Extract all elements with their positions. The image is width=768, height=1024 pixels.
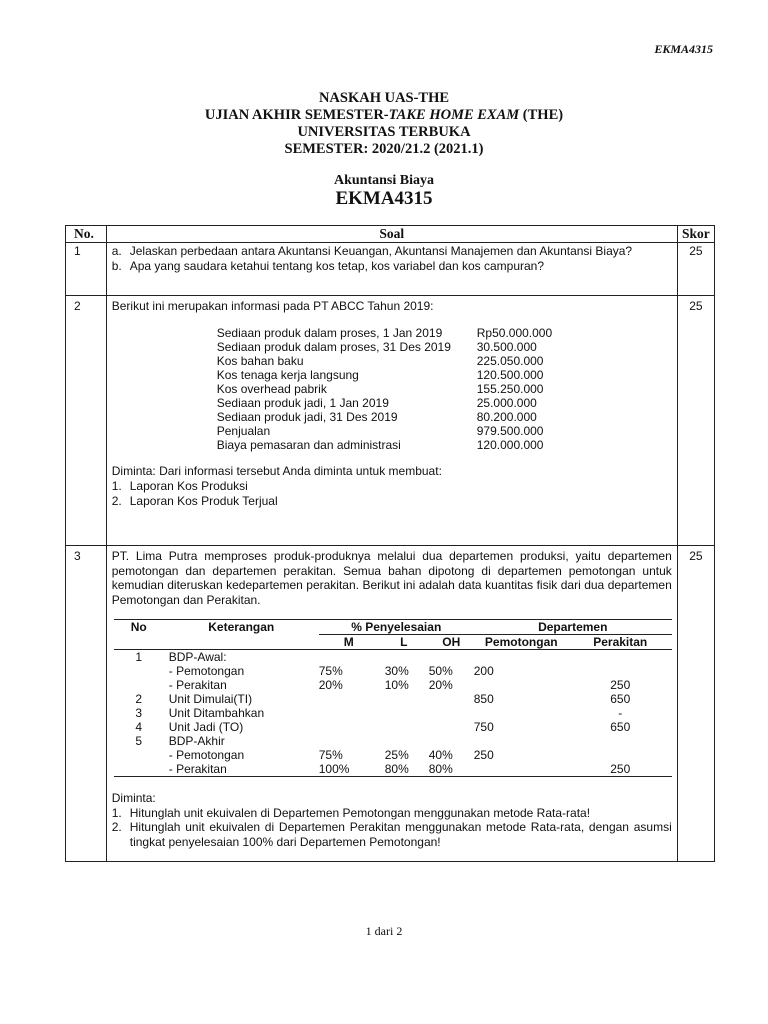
question-row-2 xyxy=(66,296,715,546)
cell-pem: 850 xyxy=(473,692,494,706)
document-code: EKMA4315 xyxy=(654,42,713,56)
question-body xyxy=(106,296,677,546)
cell-ket: - Perakitan xyxy=(168,678,227,692)
cell-l xyxy=(379,706,429,720)
quantity-table xyxy=(114,619,672,777)
data-list-row xyxy=(217,410,572,424)
data-list-row xyxy=(217,396,572,410)
cell-m xyxy=(319,734,379,748)
col-no-header: No. xyxy=(66,226,107,243)
col-penyelesaian: % Penyelesaian xyxy=(319,620,474,635)
cell-ket: Unit Dimulai(TI) xyxy=(168,692,253,706)
question-number: 1 xyxy=(66,243,107,296)
cell-per: 250 xyxy=(569,762,672,777)
task-item: 2. Hitunglah unit ekuivalen di Departemen Perakitan menggunakan metode Rata-rata, dengan asumsi tingkat penyelesaian 100% dari Departemen Pemotongan! xyxy=(111,820,672,849)
cell-l xyxy=(379,720,429,734)
cell-ket: BDP-Awal: xyxy=(168,650,227,664)
cell-no xyxy=(114,748,164,762)
data-value: 120.500.000 xyxy=(476,368,544,382)
quantity-table-header-1 xyxy=(114,620,672,635)
question-ask: Diminta: xyxy=(111,791,156,805)
data-value: 80.200.000 xyxy=(476,410,537,424)
cell-per: - xyxy=(618,706,623,720)
data-value: Rp50.000.000 xyxy=(476,326,553,340)
task-item: 1. Hitunglah unit ekuivalen di Departemen Pemotongan menggunakan metode Rata-rata! xyxy=(111,805,591,820)
question-body xyxy=(106,546,677,862)
quantity-row xyxy=(114,762,672,777)
data-label: Sediaan produk jadi, 31 Des 2019 xyxy=(216,410,398,424)
quantity-row xyxy=(114,734,672,748)
cell-per: 650 xyxy=(610,692,631,706)
data-label: Sediaan produk dalam proses, 1 Jan 2019 xyxy=(216,326,443,340)
question-body xyxy=(106,243,677,296)
cell-no: 3 xyxy=(135,706,143,720)
question-intro: PT. Lima Putra memproses produk-produknya melalui dua departemen produksi, yaitu departemen pemotongan dan departemen perakitan. Semua bahan dipotong di departemen pemotongan untuk kemudian diteruskan kedepartemen perakitan. Berikut ini adalah data kuantitas fisik dari dua departemen Pemotongan dan Perakitan. xyxy=(111,549,672,607)
data-list-row xyxy=(217,326,572,340)
cell-pem xyxy=(474,762,569,777)
cell-per xyxy=(569,748,672,762)
data-label: Biaya pemasaran dan administrasi xyxy=(216,438,401,452)
quantity-row xyxy=(114,692,672,706)
data-value: 155.250.000 xyxy=(476,382,544,396)
subject-code: EKMA4315 xyxy=(335,188,433,209)
cell-pem: 250 xyxy=(473,748,494,762)
header-line-1: NASKAH UAS-THE xyxy=(318,90,450,106)
cell-ket: BDP-Akhir xyxy=(168,734,225,748)
cell-no: 4 xyxy=(135,720,143,734)
data-label: Sediaan produk jadi, 1 Jan 2019 xyxy=(216,396,389,410)
cell-ket: - Pemotongan xyxy=(168,748,245,762)
data-value: 30.500.000 xyxy=(476,340,537,354)
question-score: 25 xyxy=(677,296,714,546)
question-intro: Berikut ini merupakan informasi pada PT ABCC Tahun 2019: xyxy=(111,299,434,313)
quantity-row xyxy=(114,706,672,720)
header-line-3: UNIVERSITAS TERBUKA xyxy=(297,124,471,140)
cell-m: 20% xyxy=(318,678,343,692)
question-ask: Diminta: Dari informasi tersebut Anda diminta untuk membuat: xyxy=(111,464,442,478)
cell-m xyxy=(319,692,379,706)
header-line-2: UJIAN AKHIR SEMESTER-TAKE HOME EXAM (THE) xyxy=(204,107,564,123)
col-keterangan: Keterangan xyxy=(164,620,319,635)
cell-ket: - Pemotongan xyxy=(168,664,245,678)
quantity-row xyxy=(114,678,672,692)
cell-oh: 80% xyxy=(429,762,474,777)
cell-m: 100% xyxy=(319,762,379,777)
question-number: 3 xyxy=(66,546,107,862)
task-item: 2. Laporan Kos Produk Terjual xyxy=(111,494,278,508)
question-row-3 xyxy=(66,546,715,862)
cell-no: 5 xyxy=(135,734,143,748)
cell-pem xyxy=(474,650,569,665)
cell-pem xyxy=(474,706,569,720)
question-score: 25 xyxy=(677,546,714,862)
cell-pem xyxy=(474,678,569,692)
cell-m xyxy=(319,706,379,720)
cell-l xyxy=(379,734,429,748)
col-skor-header: Skor xyxy=(677,226,714,243)
data-label: Sediaan produk dalam proses, 31 Des 2019 xyxy=(216,340,451,354)
cell-oh: 20% xyxy=(428,678,453,692)
cell-no xyxy=(114,678,164,692)
cell-m xyxy=(319,650,379,665)
data-list-row xyxy=(217,438,572,452)
data-list-row xyxy=(217,424,572,438)
cell-l: 30% xyxy=(384,664,409,678)
page-number: 1 dari 2 xyxy=(365,924,403,938)
cell-per: 250 xyxy=(610,678,631,692)
cell-no: 1 xyxy=(135,650,143,664)
cell-oh xyxy=(429,734,474,748)
question-row-1 xyxy=(66,243,715,296)
cell-m: 75% xyxy=(318,748,343,762)
data-label: Kos bahan baku xyxy=(216,354,304,368)
cell-oh xyxy=(429,720,474,734)
data-list xyxy=(217,326,572,452)
data-value: 120.000.000 xyxy=(476,438,544,452)
quantity-table-header-2 xyxy=(114,635,672,650)
cell-pem: 750 xyxy=(473,720,494,734)
exam-header xyxy=(0,90,768,158)
col-oh: OH xyxy=(429,635,474,650)
cell-ket: Unit Jadi (TO) xyxy=(168,720,244,734)
cell-oh: 40% xyxy=(428,748,453,762)
col-no: No xyxy=(114,620,164,635)
data-list-row xyxy=(217,368,572,382)
header-line-4: SEMESTER: 2020/21.2 (2021.1) xyxy=(284,141,484,157)
cell-per: 650 xyxy=(610,720,631,734)
cell-oh: 50% xyxy=(428,664,453,678)
question-score: 25 xyxy=(677,243,714,296)
cell-m: 75% xyxy=(318,664,343,678)
quantity-row xyxy=(114,664,672,678)
cell-pem: 200 xyxy=(473,664,494,678)
data-label: Penjualan xyxy=(216,424,271,438)
task-item: 1. Laporan Kos Produksi xyxy=(111,479,248,493)
question-number: 2 xyxy=(66,296,107,546)
cell-per xyxy=(569,664,672,678)
subject-title: Akuntansi Biaya xyxy=(334,173,434,188)
quantity-row xyxy=(114,720,672,734)
cell-l: 25% xyxy=(384,748,409,762)
data-value: 225.050.000 xyxy=(476,354,544,368)
cell-ket: Unit Ditambahkan xyxy=(168,706,265,720)
cell-l xyxy=(379,650,429,665)
data-value: 979.500.000 xyxy=(476,424,544,438)
col-departemen: Departemen xyxy=(474,620,672,635)
cell-m xyxy=(319,720,379,734)
cell-l: 80% xyxy=(379,762,429,777)
cell-no xyxy=(114,664,164,678)
cell-oh xyxy=(429,706,474,720)
question-table-header xyxy=(66,226,715,243)
cell-no: 2 xyxy=(135,692,143,706)
question-part-b: b. Apa yang saudara ketahui tentang kos tetap, kos variabel dan kos campuran? xyxy=(111,259,545,273)
question-part-a: a. Jelaskan perbedaan antara Akuntansi Keuangan, Akuntansi Manajemen dan Akuntansi Biaya? xyxy=(111,244,633,258)
col-perakitan: Perakitan xyxy=(569,635,672,650)
cell-l xyxy=(379,692,429,706)
quantity-row xyxy=(114,650,672,665)
data-value: 25.000.000 xyxy=(476,396,537,410)
col-m: M xyxy=(319,635,379,650)
cell-pem xyxy=(474,734,569,748)
cell-per xyxy=(569,734,672,748)
data-label: Kos overhead pabrik xyxy=(216,382,327,396)
data-list-row xyxy=(217,354,572,368)
cell-no xyxy=(114,762,164,777)
cell-ket: - Perakitan xyxy=(164,762,319,777)
cell-oh xyxy=(429,650,474,665)
cell-oh xyxy=(429,692,474,706)
col-soal-header: Soal xyxy=(106,226,677,243)
data-list-row xyxy=(217,340,572,354)
cell-l: 10% xyxy=(384,678,409,692)
cell-per xyxy=(569,650,672,665)
data-label: Kos tenaga kerja langsung xyxy=(216,368,359,382)
quantity-row xyxy=(114,748,672,762)
col-pemotongan: Pemotongan xyxy=(474,635,569,650)
question-table xyxy=(65,225,715,862)
data-list-row xyxy=(217,382,572,396)
col-l: L xyxy=(379,635,429,650)
